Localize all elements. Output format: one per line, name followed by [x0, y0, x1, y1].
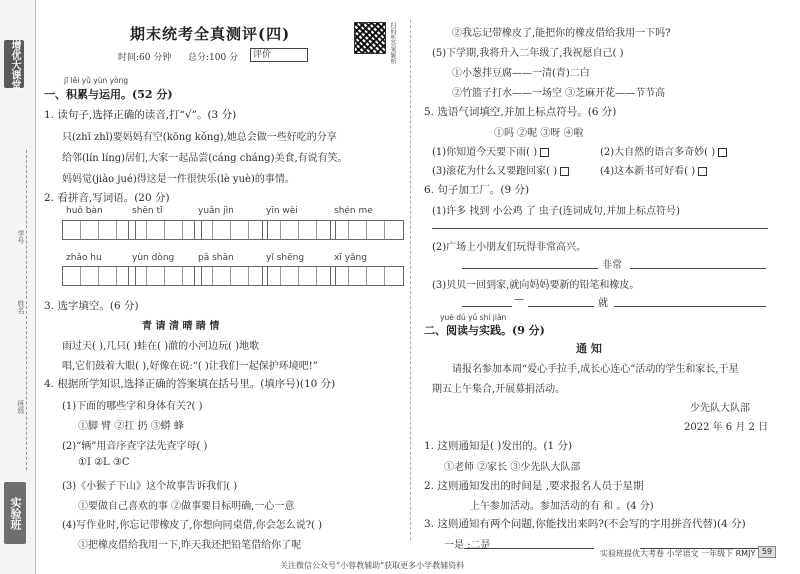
- answer-box[interactable]: [540, 148, 549, 157]
- exam-score: 总分:100 分: [188, 53, 239, 63]
- q2-pinyin-10: xī yǎng: [334, 253, 367, 263]
- answer-box[interactable]: [698, 167, 707, 176]
- q1-line-2[interactable]: 给邻(lín líng)居们,大家一起品尝(cáng cháng)美食,有说有笑。: [62, 153, 348, 164]
- q2-pinyin-6: zhǎo hu: [66, 253, 102, 263]
- q6-1-answer-line[interactable]: [432, 228, 768, 229]
- q4-1-options[interactable]: ①脚 臂 ②扛 扔 ③蟒 蜂: [78, 421, 184, 432]
- page-number: 59: [758, 546, 776, 558]
- q2-pinyin-9: yǐ shēng: [266, 253, 305, 263]
- q2-grid[interactable]: [128, 266, 202, 286]
- evaluation-label: 评价: [253, 50, 272, 60]
- q5-1[interactable]: (1)你知道今天要下雨( ): [432, 143, 549, 158]
- brand-bottom-label: 实验班: [4, 482, 26, 544]
- section2-title: 二、阅读与实践。(9 分): [424, 324, 545, 337]
- q4-2[interactable]: (2)“辆”用音序查字法先查字母( ): [62, 441, 208, 452]
- sidebar-label-name: 姓名: [17, 300, 25, 314]
- q3-line-2[interactable]: 唱,它们鼓着大眼( ),好像在说:“( )让我们一起保护环境吧!”: [62, 361, 318, 372]
- q4-2-options[interactable]: ①I ②L ③C: [78, 457, 130, 468]
- q2-grid[interactable]: [62, 266, 136, 286]
- q4-title: 4. 根据所学知识,选择正确的答案填在括号里。(填序号)(10 分): [44, 378, 336, 390]
- reading-q3-answer[interactable]: 一是 ;二是: [444, 540, 491, 551]
- q6-2: (2)广场上小朋友们玩得非常高兴。: [432, 242, 587, 253]
- q2-pinyin-3: yuǎn jìn: [198, 206, 234, 216]
- q6-2-answer-line-a[interactable]: [462, 268, 598, 269]
- q3-characters: 青 请 清 晴 睛 情: [142, 321, 220, 332]
- q2-grid[interactable]: [194, 266, 268, 286]
- notice-signature: 少先队大队部: [690, 403, 750, 414]
- q2-grid[interactable]: [128, 220, 202, 240]
- reading-q3-answer-line-a[interactable]: [464, 548, 594, 549]
- section1-title: 一、积累与运用。(52 分): [44, 88, 173, 101]
- evaluation-box[interactable]: [250, 48, 308, 62]
- q4-4[interactable]: (4)写作业时,你忘记带橡皮了,你想向同桌借,你会怎么说?( ): [62, 520, 323, 531]
- q2-grid[interactable]: [194, 220, 268, 240]
- q4-5-option-2[interactable]: ②竹篮子打水——一场空 ③芝麻开花——节节高: [452, 88, 666, 99]
- q2-grid[interactable]: [330, 220, 404, 240]
- footer-wechat-note: 关注微信公众号“小蓉教辅助”获取更多小学教辅资料: [280, 561, 465, 570]
- q2-pinyin-1: huǒ bàn: [66, 206, 103, 216]
- q2-pinyin-7: yùn dòng: [132, 253, 175, 263]
- footer-series: 实验班提优大考卷 小学语文 一年级下 RMJY: [600, 549, 756, 558]
- q2-grid[interactable]: [262, 266, 336, 286]
- reading-q3: 3. 这则通知有两个问题,你能找出来吗?(不会写的字用拼音代替)(4 分): [424, 518, 746, 530]
- reading-q1-options[interactable]: ①老师 ②家长 ③少先队大队部: [444, 462, 581, 473]
- q3-line-1[interactable]: 雨过天( ),几只( )蛙在( )澈的小河边玩( )地歌: [62, 341, 260, 352]
- q5-words: ①吗 ②呢 ③呀 ④啦: [494, 128, 584, 139]
- q1-title: 1. 读句子,选择正确的读音,打“√”。(3 分): [44, 109, 237, 121]
- reading-q1[interactable]: 1. 这则通知是( )发出的。(1 分): [424, 440, 573, 452]
- q6-2-answer-line-b[interactable]: [630, 268, 766, 269]
- dash: —: [514, 294, 524, 305]
- q4-4-option-2[interactable]: ②我忘记带橡皮了,能把你的橡皮借给我用一下吗?: [452, 28, 671, 39]
- q4-5-option-1[interactable]: ①小葱拌豆腐——一清(青)二白: [452, 68, 590, 79]
- q2-pinyin-5: shén me: [334, 206, 373, 216]
- exam-time: 时间:60 分钟: [118, 53, 172, 63]
- q2-grid[interactable]: [330, 266, 404, 286]
- q6-3: (3)贝贝一回到家,就向妈妈要新的铅笔和橡皮。: [432, 280, 640, 291]
- q6-3-answer-line-c[interactable]: [614, 306, 766, 307]
- q4-3[interactable]: (3)《小猴子下山》这个故事告诉我们( ): [62, 481, 238, 492]
- q5-2[interactable]: (2)大自然的语言多奇妙( ): [600, 143, 727, 158]
- q4-4-option-1[interactable]: ①把橡皮借给我用一下,昨天我还把铅笔借给你了呢: [78, 540, 302, 551]
- notice-line-2: 期五上午集合,开展募捐活动。: [432, 384, 566, 395]
- q6-2-keyword: 非常: [602, 260, 622, 271]
- q2-pinyin-8: pǎ shān: [198, 253, 234, 263]
- q6-3-keyword: 就: [598, 298, 608, 309]
- q5-3[interactable]: (3)滚花为什么又要跑回家( ): [432, 162, 569, 177]
- q2-grid[interactable]: [262, 220, 336, 240]
- q6-title: 6. 句子加工厂。(9 分): [424, 184, 530, 196]
- q2-grid[interactable]: [62, 220, 136, 240]
- sidebar-label-class: 班级: [17, 400, 25, 414]
- q2-pinyin-4: yīn wèi: [266, 206, 298, 216]
- q6-3-answer-line-b[interactable]: [528, 306, 594, 307]
- brand-label: 增优大课堂: [4, 40, 24, 88]
- sidebar-label-id: 学号: [17, 230, 25, 244]
- q2-pinyin-2: shēn tǐ: [132, 206, 163, 216]
- qr-code-icon[interactable]: [354, 22, 386, 54]
- q3-title: 3. 选字填空。(6 分): [44, 300, 139, 312]
- qr-label: 扫码听答案解析: [389, 22, 396, 64]
- q5-title: 5. 选语气词填空,并加上标点符号。(6 分): [424, 106, 617, 118]
- notice-line-1: 请报名参加本周“爱心手拉手,成长心连心”活动的学生和家长,于星: [452, 364, 739, 375]
- column-divider: [410, 20, 411, 540]
- q4-3-options[interactable]: ①要做自己喜欢的事 ②做事要目标明确,一心一意: [78, 501, 295, 512]
- answer-box[interactable]: [560, 167, 569, 176]
- notice-title: 通 知: [576, 342, 602, 355]
- q4-5[interactable]: (5)下学期,我将升入二年级了,我祝愿自己( ): [432, 48, 624, 59]
- answer-box[interactable]: [718, 148, 727, 157]
- q1-line-3[interactable]: 妈妈觉(jiào jué)得这是一件很快乐(lè yuè)的事情。: [62, 174, 295, 185]
- q1-line-1[interactable]: 只(zhī zhǐ)要妈妈有空(kōng kǒng),她总会做一些好吃的分享: [62, 132, 337, 143]
- reading-q2[interactable]: 2. 这则通知发出的时间是 ,要求报名人员于星期: [424, 480, 644, 492]
- reading-q2-continued[interactable]: 上午参加活动。参加活动的有 和 。(4 分): [470, 501, 654, 512]
- q6-3-answer-line-a[interactable]: [462, 306, 512, 307]
- page-title: 期末统考全真测评(四): [130, 25, 291, 43]
- q5-4[interactable]: (4)这本新书可好看( ): [600, 162, 707, 177]
- section2-pinyin: yuè dú yǔ shí jiàn: [440, 313, 507, 322]
- q2-title: 2. 看拼音,写词语。(20 分): [44, 192, 170, 204]
- section1-pinyin: jī lěi yǔ yùn yòng: [64, 76, 129, 85]
- q6-1: (1)许多 找到 小公鸡 了 虫子(连词成句,并加上标点符号): [432, 206, 680, 217]
- q4-1[interactable]: (1)下面的哪些字和身体有关?( ): [62, 401, 203, 412]
- sidebar-cut-line: [26, 150, 27, 470]
- notice-date: 2022 年 6 月 2 日: [684, 422, 769, 433]
